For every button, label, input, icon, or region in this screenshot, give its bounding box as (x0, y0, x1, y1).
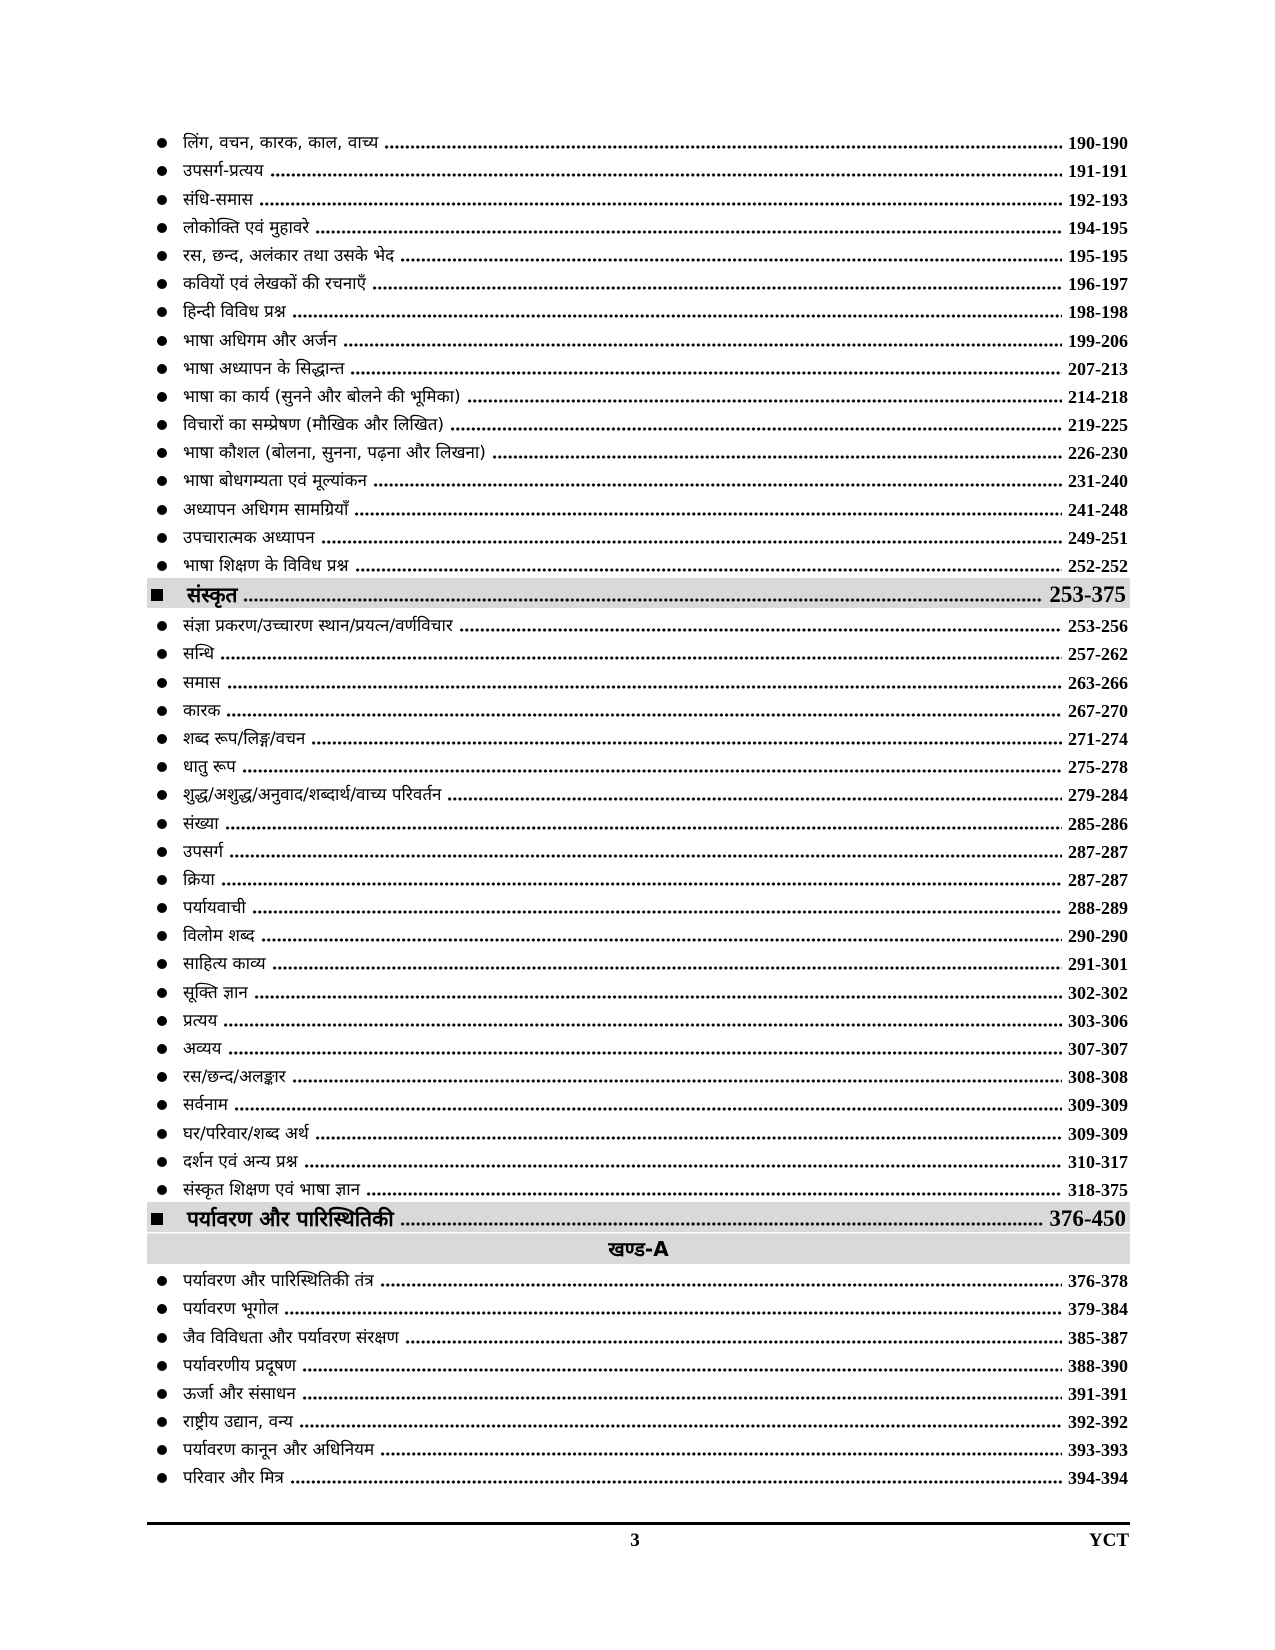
bullet-icon (157, 251, 167, 261)
toc-entry[interactable] (147, 750, 1130, 778)
toc-entry[interactable] (147, 464, 1130, 492)
toc-group-environment (147, 1264, 1130, 1490)
toc-entry[interactable] (147, 1292, 1130, 1320)
entry-pages: 253-256 (1068, 616, 1128, 637)
section-title: पर्यावरण और पारिस्थितिकी (187, 1206, 394, 1231)
toc-entry[interactable] (147, 806, 1130, 834)
entry-title: पर्यावरण और पारिस्थितिकी तंत्र (183, 1271, 374, 1292)
toc-entry[interactable] (147, 408, 1130, 436)
toc-group-hindi (147, 126, 1130, 577)
toc-entry[interactable] (147, 154, 1130, 182)
entry-pages: 219-225 (1068, 415, 1128, 436)
toc-entry[interactable] (147, 126, 1130, 154)
toc-entry[interactable] (147, 1405, 1130, 1433)
entry-title: विलोम शब्द (183, 926, 255, 947)
toc-entry[interactable] (147, 665, 1130, 693)
toc-entry[interactable] (147, 1320, 1130, 1348)
dot-leader (243, 598, 1043, 602)
dot-leader (447, 797, 1062, 801)
bullet-icon (157, 195, 167, 205)
entry-pages: 263-266 (1068, 672, 1128, 693)
entry-title: प्रत्यय (183, 1010, 218, 1031)
subsection-heading: खण्ड-A (147, 1233, 1130, 1264)
bullet-icon (157, 1129, 167, 1139)
bullet-icon (157, 1333, 167, 1343)
bullet-icon (157, 1044, 167, 1054)
entry-title: क्रिया (183, 869, 215, 890)
entry-title: सन्धि (183, 644, 215, 665)
toc-entry[interactable] (147, 694, 1130, 722)
entry-title: रस/छन्द/अलङ्कार (183, 1067, 286, 1088)
bullet-icon (157, 875, 167, 885)
entry-title: संज्ञा प्रकरण/उच्चारण स्थान/प्रयत्न/वर्णविचार (183, 616, 453, 637)
bullet-icon (157, 336, 167, 346)
entry-pages: 271-274 (1068, 728, 1128, 749)
section-pages: 376-450 (1049, 1205, 1126, 1231)
entry-title: भाषा अध्यापन के सिद्धान्त (183, 358, 345, 379)
entry-title: घर/परिवार/शब्द अर्थ (183, 1123, 309, 1144)
toc-entry[interactable] (147, 1116, 1130, 1144)
bullet-icon (157, 448, 167, 458)
toc-entry[interactable] (147, 436, 1130, 464)
entry-pages: 309-309 (1068, 1095, 1128, 1116)
dot-leader (299, 1424, 1062, 1428)
bullet-icon (157, 903, 167, 913)
toc-entry[interactable] (147, 323, 1130, 351)
toc-group-sanskrit (147, 609, 1130, 1201)
dot-leader (252, 910, 1062, 914)
entry-title: उपचारात्मक अध्यापन (183, 527, 315, 548)
toc-entry[interactable] (147, 778, 1130, 806)
toc-entry[interactable] (147, 1349, 1130, 1377)
entry-pages: 388-390 (1068, 1355, 1128, 1376)
square-bullet-icon (151, 1213, 163, 1225)
dot-leader (315, 230, 1062, 234)
bullet-icon (157, 931, 167, 941)
bullet-icon (157, 1445, 167, 1455)
dot-leader (284, 1311, 1062, 1315)
entry-pages: 391-391 (1068, 1383, 1128, 1404)
entry-pages: 198-198 (1068, 302, 1128, 323)
entry-title: भाषा शिक्षण के विविध प्रश्न (183, 556, 349, 576)
dot-leader (242, 769, 1062, 773)
dot-leader (400, 1222, 1044, 1226)
dot-leader (292, 314, 1062, 318)
entry-title: अव्यय (183, 1039, 222, 1059)
entry-pages: 288-289 (1068, 898, 1128, 919)
dot-leader (372, 286, 1062, 290)
entry-title: उपसर्ग-प्रत्यय (183, 161, 264, 182)
entry-pages: 376-378 (1068, 1271, 1128, 1292)
entry-title: शब्द रूप/लिङ्ग/वचन (183, 728, 306, 749)
toc-entry[interactable] (147, 295, 1130, 323)
dot-leader (380, 1452, 1062, 1456)
dot-leader (384, 145, 1062, 149)
toc-entry[interactable] (147, 549, 1130, 577)
toc-entry[interactable] (147, 891, 1130, 919)
dot-leader (354, 512, 1062, 516)
dot-leader (292, 1079, 1062, 1083)
entry-pages: 195-195 (1068, 245, 1128, 266)
entry-title: हिन्दी विविध प्रश्न (183, 302, 286, 323)
toc-entry[interactable] (147, 1433, 1130, 1461)
toc-entry[interactable] (147, 1264, 1130, 1292)
entry-title: पर्यावरण भूगोल (183, 1299, 279, 1320)
entry-title: शुद्ध/अशुद्ध/अनुवाद/शब्दार्थ/वाच्य परिवर्तन (183, 785, 442, 806)
entry-pages: 275-278 (1068, 757, 1128, 778)
bullet-icon (157, 166, 167, 176)
entry-title: पर्यायवाची (183, 898, 246, 919)
toc-entry[interactable] (147, 947, 1130, 975)
dot-leader (366, 1192, 1062, 1196)
bullet-icon (157, 505, 167, 515)
entry-title: पर्यावरणीय प्रदूषण (183, 1355, 297, 1376)
entry-pages: 241-248 (1068, 499, 1128, 520)
toc-section-environment[interactable] (147, 1202, 1130, 1232)
entry-title: भाषा अधिगम और अर्जन (183, 330, 337, 351)
entry-pages: 257-262 (1068, 644, 1128, 665)
dot-leader (343, 343, 1062, 347)
entry-title: कवियों एवं लेखकों की रचनाएँ (183, 274, 366, 295)
bullet-icon (157, 1100, 167, 1110)
entry-title: भाषा का कार्य (सुनने और बोलने की भूमिका) (183, 386, 461, 407)
entry-pages: 290-290 (1068, 926, 1128, 947)
dot-leader (350, 371, 1062, 375)
entry-pages: 310-317 (1068, 1151, 1128, 1172)
entry-title: भाषा कौशल (बोलना, सुनना, पढ़ना और लिखना) (183, 443, 486, 464)
entry-pages: 190-190 (1068, 133, 1128, 154)
bullet-icon (157, 1157, 167, 1167)
entry-pages: 302-302 (1068, 982, 1128, 1003)
bullet-icon (157, 1072, 167, 1082)
toc-entry[interactable] (147, 975, 1130, 1003)
toc-entry[interactable] (147, 1377, 1130, 1405)
bullet-icon (157, 988, 167, 998)
entry-title: राष्ट्रीय उद्यान, वन्य (183, 1412, 293, 1433)
bullet-icon (157, 307, 167, 317)
entry-pages: 393-393 (1068, 1440, 1128, 1461)
dot-leader (290, 1480, 1062, 1484)
entry-title: पर्यावरण कानून और अधिनियम (183, 1440, 375, 1461)
entry-title: धातु रूप (183, 757, 236, 778)
entry-title: लोकोक्ति एवं मुहावरे (183, 217, 310, 238)
bullet-icon (157, 1389, 167, 1399)
bullet-icon (157, 392, 167, 402)
entry-pages: 287-287 (1068, 869, 1128, 890)
bullet-icon (157, 476, 167, 486)
entry-pages: 194-195 (1068, 217, 1128, 238)
entry-title: सूक्ति ज्ञान (183, 982, 248, 1003)
bullet-icon (157, 678, 167, 688)
entry-title: संधि-समास (183, 189, 254, 210)
toc-entry[interactable] (147, 211, 1130, 239)
bullet-icon (157, 138, 167, 148)
entry-pages: 309-309 (1068, 1123, 1128, 1144)
entry-title: रस, छन्द, अलंकार तथा उसके भेद (183, 245, 395, 266)
dot-leader (225, 826, 1062, 830)
entry-pages: 267-270 (1068, 700, 1128, 721)
toc-entry[interactable] (147, 239, 1130, 267)
entry-pages: 291-301 (1068, 954, 1128, 975)
bullet-icon (157, 621, 167, 631)
dot-leader (467, 399, 1062, 403)
entry-pages: 385-387 (1068, 1327, 1128, 1348)
entry-title: भाषा बोधगम्यता एवं मूल्यांकन (183, 471, 367, 492)
toc-entry[interactable] (147, 722, 1130, 750)
toc-entry[interactable] (147, 1032, 1130, 1060)
entry-pages: 192-193 (1068, 189, 1128, 210)
bullet-icon (157, 1185, 167, 1195)
entry-pages: 379-384 (1068, 1299, 1128, 1320)
entry-pages: 318-375 (1068, 1179, 1128, 1200)
bullet-icon (157, 1016, 167, 1026)
bullet-icon (157, 706, 167, 716)
bullet-icon (157, 959, 167, 969)
entry-title: परिवार और मित्र (183, 1468, 284, 1489)
toc-entry[interactable] (147, 521, 1130, 549)
bullet-icon (157, 790, 167, 800)
entry-pages: 199-206 (1068, 330, 1128, 351)
toc-entry[interactable] (147, 637, 1130, 665)
dot-leader (405, 1340, 1062, 1344)
entry-pages: 308-308 (1068, 1067, 1128, 1088)
entry-pages: 287-287 (1068, 841, 1128, 862)
entry-title: कारक (183, 700, 221, 721)
toc-entry[interactable] (147, 1461, 1130, 1489)
bullet-icon (157, 1304, 167, 1314)
dot-leader (492, 455, 1062, 459)
entry-title: विचारों का सम्प्रेषण (मौखिक और लिखित) (183, 415, 445, 436)
entry-pages: 231-240 (1068, 471, 1128, 492)
toc-entry[interactable] (147, 380, 1130, 408)
entry-pages: 394-394 (1068, 1468, 1128, 1489)
entry-title: साहित्य काव्य (183, 954, 266, 975)
entry-pages: 214-218 (1068, 386, 1128, 407)
bullet-icon (157, 364, 167, 374)
dot-leader (321, 540, 1062, 544)
dot-leader (400, 258, 1062, 262)
dot-leader (380, 1283, 1062, 1287)
dot-leader (450, 427, 1062, 431)
dot-leader (228, 1051, 1062, 1055)
toc-entry[interactable] (147, 919, 1130, 947)
entry-title: जैव विविधता और पर्यावरण संरक्षण (183, 1327, 399, 1348)
bullet-icon (157, 223, 167, 233)
table-of-contents (147, 126, 1130, 1489)
dot-leader (226, 713, 1062, 717)
entry-pages: 285-286 (1068, 813, 1128, 834)
bullet-icon (157, 819, 167, 829)
toc-entry[interactable] (147, 1173, 1130, 1201)
toc-section-sanskrit[interactable] (147, 578, 1130, 608)
dot-leader (234, 1107, 1062, 1111)
dot-leader (272, 966, 1062, 970)
toc-entry[interactable] (147, 267, 1130, 295)
dot-leader (459, 628, 1062, 632)
bullet-icon (157, 1473, 167, 1483)
toc-entry[interactable] (147, 835, 1130, 863)
dot-leader (254, 995, 1062, 999)
entry-title: संख्या (183, 813, 219, 834)
dot-leader (302, 1396, 1062, 1400)
entry-pages: 249-251 (1068, 527, 1128, 548)
bullet-icon (157, 561, 167, 571)
dot-leader (311, 741, 1062, 745)
dot-leader (373, 483, 1062, 487)
entry-title: उपसर्ग (183, 841, 224, 862)
toc-entry[interactable] (147, 1088, 1130, 1116)
toc-entry[interactable] (147, 492, 1130, 520)
entry-pages: 226-230 (1068, 443, 1128, 464)
entry-pages: 307-307 (1068, 1039, 1128, 1059)
dot-leader (227, 685, 1062, 689)
entry-title: अध्यापन अधिगम सामग्रियाँ (183, 499, 349, 520)
toc-entry[interactable] (147, 1145, 1130, 1173)
entry-title: समास (183, 672, 221, 693)
toc-entry[interactable] (147, 863, 1130, 891)
entry-pages: 191-191 (1068, 161, 1128, 182)
bullet-icon (157, 533, 167, 543)
toc-entry[interactable] (147, 352, 1130, 380)
entry-title: दर्शन एवं अन्य प्रश्न (183, 1151, 298, 1172)
page-number: 3 (630, 1530, 640, 1551)
entry-pages: 196-197 (1068, 274, 1128, 295)
dot-leader (229, 854, 1062, 858)
section-title: संस्कृत (187, 583, 238, 607)
toc-entry[interactable] (147, 609, 1130, 637)
section-pages: 253-375 (1049, 582, 1126, 607)
publisher-brand: YCT (1088, 1530, 1129, 1551)
dot-leader (270, 173, 1063, 177)
bullet-icon (157, 847, 167, 857)
square-bullet-icon (151, 589, 163, 601)
bullet-icon (157, 734, 167, 744)
toc-entry[interactable] (147, 1060, 1130, 1088)
dot-leader (302, 1368, 1062, 1372)
toc-entry[interactable] (147, 182, 1130, 210)
bullet-icon (157, 279, 167, 289)
bullet-icon (157, 420, 167, 430)
entry-title: संस्कृत शिक्षण एवं भाषा ज्ञान (183, 1179, 361, 1200)
entry-pages: 279-284 (1068, 785, 1128, 806)
footer-divider (147, 1522, 1130, 1525)
bullet-icon (157, 1361, 167, 1371)
toc-entry[interactable] (147, 1004, 1130, 1032)
entry-title: सर्वनाम (183, 1095, 228, 1116)
dot-leader (259, 202, 1062, 206)
dot-leader (221, 882, 1062, 886)
entry-title: ऊर्जा और संसाधन (183, 1383, 296, 1404)
dot-leader (261, 938, 1062, 942)
entry-pages: 392-392 (1068, 1412, 1128, 1433)
dot-leader (315, 1136, 1062, 1140)
entry-pages: 303-306 (1068, 1010, 1128, 1031)
dot-leader (355, 568, 1062, 572)
bullet-icon (157, 649, 167, 659)
dot-leader (223, 1023, 1062, 1027)
dot-leader (304, 1164, 1062, 1168)
dot-leader (220, 656, 1062, 660)
bullet-icon (157, 762, 167, 772)
entry-title: लिंग, वचन, कारक, काल, वाच्य (183, 133, 379, 154)
bullet-icon (157, 1417, 167, 1427)
entry-pages: 252-252 (1068, 556, 1128, 576)
entry-pages: 207-213 (1068, 358, 1128, 379)
bullet-icon (157, 1276, 167, 1286)
